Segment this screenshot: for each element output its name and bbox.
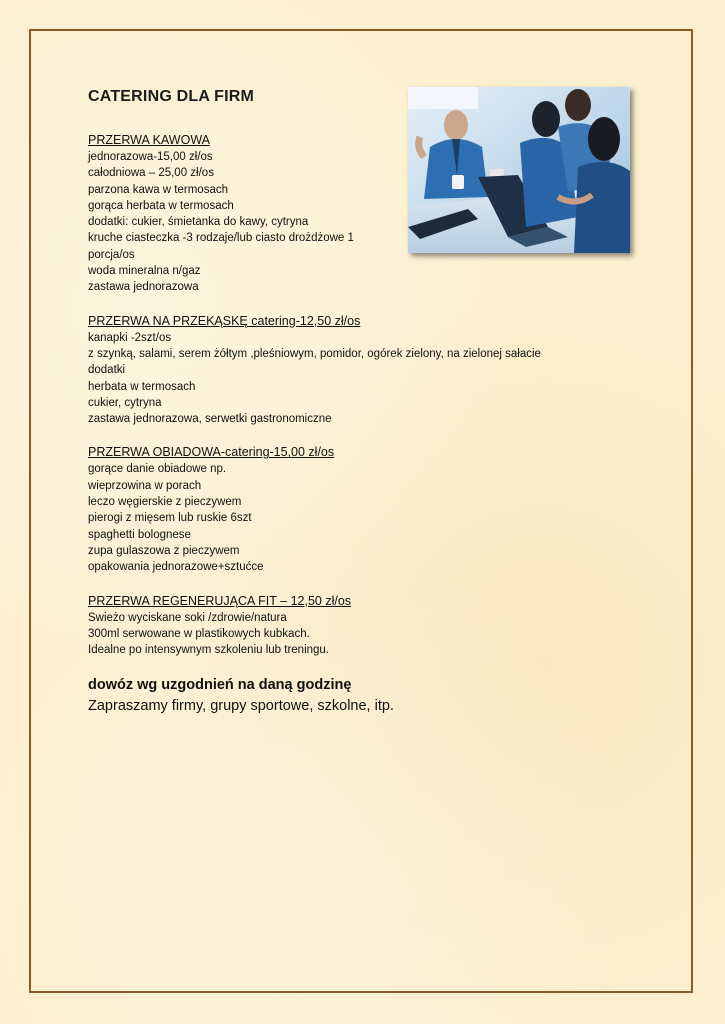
list-item: pierogi z mięsem lub ruskie 6szt [88,512,252,525]
list-item: Swieżo wyciskane soki /zdrowie/natura [88,611,287,624]
list-item: woda mineralna n/gaz [88,265,201,278]
list-item: zupa gulaszowa z pieczywem [88,544,240,557]
section-heading: PRZERWA OBIADOWA-catering-15,00 zł/os [88,445,335,460]
list-item: wieprzowina w porach [88,479,202,492]
invitation-text: Zapraszamy firmy, grupy sportowe, szkolne, itp. [88,698,394,715]
list-item: całodniowa – 25,00 zł/os [88,167,214,180]
list-item: dodatki: cukier, śmietanka do kawy, cytryna [88,216,309,229]
list-item: herbata w termosach [88,380,196,393]
section-heading: PRZERWA NA PRZEKĄSKĘ catering-12,50 zł/os [88,313,361,328]
list-item: z szynką, salami, serem żółtym ,pleśniowym, pomidor, ogórek zielony, na zielonej sałacie [88,347,541,360]
list-item: spaghetti bolognese [88,528,191,541]
list-item: dodatki [88,364,126,377]
list-item: parzona kawa w termosach [88,183,228,196]
list-item: kruche ciasteczka -3 rodzaje/lub ciasto drożdżowe 1 porcja/os [88,232,354,261]
list-item: gorąca herbata w termosach [88,199,234,212]
list-item: kanapki -2szt/os [88,331,172,344]
list-item: zastawa jednorazowa [88,281,199,294]
list-item: gorące danie obiadowe np. [88,463,227,476]
list-item: jednorazowa-15,00 zł/os [88,151,213,163]
section-snack-break [88,313,648,428]
list-item: zastawa jednorazowa, serwetki gastronomiczne [88,413,332,426]
list-item: opakowania jednorazowe+sztućce [88,561,264,574]
document-body [88,88,648,717]
page-title: CATERING DLA FIRM [88,88,255,105]
section-heading: PRZERWA REGENERUJĄCA FIT – 12,50 zł/os [88,593,352,608]
section-heading: PRZERWA KAWOWA [88,133,210,147]
list-item: leczo węgierskie z pieczywem [88,496,242,509]
section-lunch-break [88,444,648,575]
list-item: cukier, cytryna [88,396,162,409]
list-item: 300ml serwowane w plastikowych kubkach. [88,627,310,640]
list-item: Idealne po intensywnym szkoleniu lub treningu. [88,644,330,657]
delivery-note: dowóz wg uzgodnień na daną godzinę [88,677,352,694]
section-coffee-break [88,132,648,296]
section-fit-break [88,593,648,659]
